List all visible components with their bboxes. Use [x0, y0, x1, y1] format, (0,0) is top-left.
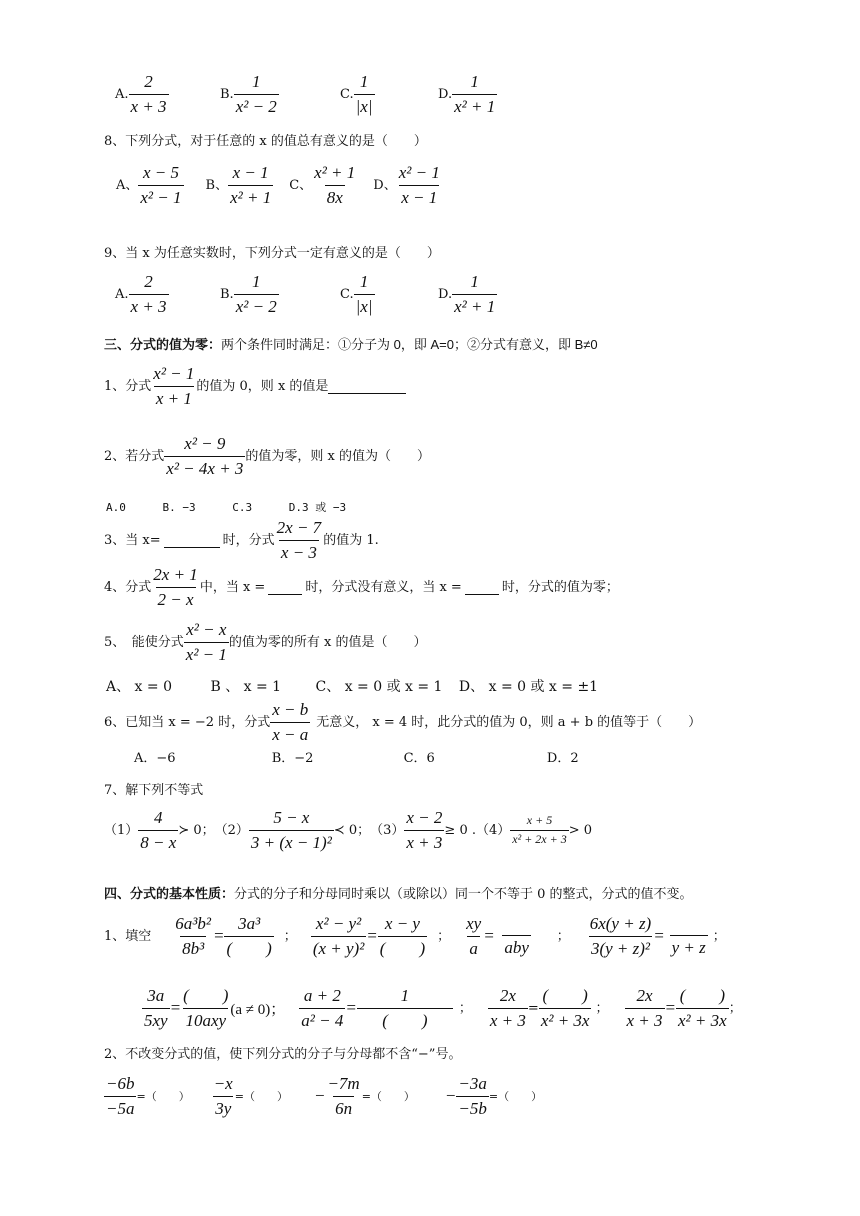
denominator: 10axy — [183, 1008, 228, 1031]
s4-q2-item4-fraction — [456, 1074, 488, 1118]
denominator: 3(y + z)² — [589, 936, 652, 959]
denominator: |x| — [354, 94, 375, 117]
denominator: x + 3 — [404, 830, 444, 853]
denominator: 5xy — [142, 1008, 170, 1031]
s3-q6-fraction — [270, 700, 310, 744]
q9-c-fraction — [354, 272, 375, 316]
section4-heading-row — [104, 888, 693, 901]
s3-q6-options — [134, 752, 579, 765]
s4-q1-item7-left — [488, 986, 528, 1030]
s3-q6-pre: 6、已知当 x = −2 时，分式 — [104, 714, 271, 730]
s4-q2-item1-fraction — [104, 1074, 136, 1118]
option-d-label: D. — [438, 86, 453, 102]
numerator: x + 5 — [526, 812, 553, 827]
s4-q1-item8-right — [676, 986, 729, 1030]
numerator: x² − x — [186, 620, 227, 639]
denominator: 8x — [325, 185, 345, 208]
denominator: −5a — [104, 1096, 136, 1119]
q8-b-fraction — [228, 163, 273, 207]
s3-q2-post: 的值为零，则 x 的值为（ ） — [245, 448, 431, 464]
numerator-blank[interactable] — [665, 915, 713, 935]
s4-q1-item1-right — [224, 914, 273, 958]
top-option-d — [438, 72, 497, 116]
option-a-label: A. — [115, 86, 129, 102]
section3-heading-row — [104, 338, 598, 352]
numerator: x² − y² — [315, 914, 362, 933]
s4-q2-item3-answer[interactable]: =（ ） — [361, 1089, 415, 1103]
numerator-blank[interactable]: ( ) — [183, 986, 229, 1005]
q8-d-label: D、 — [373, 177, 397, 193]
denominator: 3y — [213, 1096, 233, 1119]
numerator: 2 — [144, 272, 153, 291]
denominator: x + 3 — [129, 94, 169, 117]
s3-q5-option-b: B 、 x = 1 — [210, 679, 282, 695]
denominator-blank[interactable]: ( ) — [224, 936, 273, 959]
s3-q6-option-c: C．6 — [403, 751, 435, 766]
numerator: 1 — [359, 72, 369, 91]
s3-q1-post: 的值为 0，则 x 的值是 — [196, 378, 329, 394]
s3-q2-pre: 2、若分式 — [104, 448, 165, 464]
s3-q1-fraction — [151, 364, 196, 408]
q8-options — [116, 163, 442, 207]
denominator: y + z — [670, 935, 708, 958]
separator: ； — [595, 1000, 609, 1016]
denominator: x² + 1 — [228, 185, 273, 208]
s3-q2-option-d: D.3 或 −3 — [288, 501, 347, 514]
denominator: (x + y)² — [311, 936, 366, 959]
q8-c-label: C、 — [289, 177, 313, 193]
numerator: 6a³b² — [175, 914, 211, 933]
s4-q2-item2-answer[interactable]: =（ ） — [234, 1089, 288, 1103]
section3-note: 两个条件同时满足：①分子为 0，即 A=0；②分式有意义，即 B≠0 — [221, 337, 598, 352]
denominator: x² + 1 — [452, 294, 497, 317]
separator: ； — [556, 928, 570, 944]
numerator: 6x(y + z) — [589, 914, 652, 933]
denominator: x² − 4x + 3 — [164, 456, 245, 479]
s4-q1-item7-right — [539, 986, 592, 1030]
numerator: −7m — [327, 1074, 360, 1093]
numerator: x − 5 — [142, 163, 179, 182]
s4-q1-item4-left — [588, 914, 654, 958]
numerator: 2x — [636, 986, 653, 1005]
q9-option-b — [220, 272, 279, 316]
option-d-fraction — [452, 72, 497, 116]
option-c-fraction — [354, 72, 375, 116]
s4-q1-item1-left — [173, 914, 213, 958]
s4-q1-item5-left — [142, 986, 170, 1030]
q8-a-label: A、 — [116, 177, 139, 193]
numerator: 1 — [470, 72, 479, 91]
s3-q6-option-a: A．−6 — [134, 751, 176, 766]
s3-q6 — [104, 700, 701, 744]
s4-q1-row1: 1、填空 $\frac{\text{6a³b²}}{\text{8b³}}$ = $\frac{\text{3a³}}{( )}$ ； $\frac{\text{x² − y²}}{\text{(x + y)²}}$ = $\frac{x - y}{( )}$ ； $\frac{xy}{a}$ = aby ； $\frac{6x(y + z)}{\text{3(y + z)²}}$ = y + z ； — [104, 914, 726, 958]
denominator: x² − 1 — [184, 642, 229, 665]
denominator: 8b³ — [180, 936, 206, 959]
numerator: 1 — [359, 272, 369, 291]
s3-q2-option-b: B. −3 — [162, 501, 196, 514]
denominator: a² − 4 — [299, 1008, 345, 1031]
s3-q4-mid1: 中，当 x = — [199, 579, 266, 595]
numerator: −6b — [106, 1074, 135, 1093]
denominator: x + 3 — [625, 1008, 665, 1031]
top-options-row — [115, 72, 169, 116]
s4-q2-item2-fraction — [212, 1074, 235, 1118]
numerator: 1 — [470, 272, 479, 291]
s3-q7-p1-fraction — [138, 808, 178, 852]
s3-q7-p2-fraction — [249, 808, 334, 852]
q9-b-label: B. — [220, 286, 234, 302]
s3-q2-options — [106, 502, 346, 513]
s3-q6-option-b: B．−2 — [271, 751, 314, 766]
s3-q4 — [104, 565, 619, 609]
s3-q7-p4-fraction — [510, 814, 568, 847]
q9-a-label: A. — [115, 286, 129, 302]
q8-b-label: B、 — [205, 177, 229, 193]
numerator: −x — [213, 1074, 233, 1093]
s3-q7-p2-rel: ≺ 0； — [333, 822, 371, 838]
q8-stem: 8、下列分式，对于任意的 x 的值总有意义的是（ ） — [104, 134, 427, 149]
denominator: x² − 2 — [234, 94, 279, 117]
s3-q6-option-d: D．2 — [546, 751, 579, 766]
denominator: 8 − x — [138, 830, 178, 853]
s3-q4-pre: 4、分式 — [104, 579, 152, 595]
option-b-label: B. — [220, 86, 234, 102]
s3-q7-p4-rel: > 0 — [568, 822, 593, 838]
q9-a-fraction — [129, 272, 169, 316]
s4-q1-row2: $\frac{3a}{5xy}$ = $\frac{( )}{\text{10axy}}$ (a ≠ 0)； $\frac{a + 2}{\text{a² − 4}}$ = $\frac{1}{( )}$ ； $\frac{2x}{x + 3}$ = $\frac{( )}{\text{x² + 3x}}$ ； $\frac{2x}{x + 3}$ = $\frac{( )}{\text{x² + 3x}}$ ； — [144, 986, 742, 1030]
numerator: 1 — [252, 72, 261, 91]
top-option-b — [220, 72, 279, 116]
numerator: x² − 1 — [398, 163, 440, 182]
s4-q1-item4-right — [665, 915, 713, 958]
denominator: 2 − x — [156, 587, 196, 610]
s3-q2-fraction — [164, 434, 245, 478]
s3-q7-p2-label: （2） — [214, 822, 249, 838]
denominator: x² − 2 — [234, 294, 279, 317]
denominator: x + 1 — [154, 386, 194, 409]
s3-q1 — [104, 364, 406, 408]
s3-q5-pre: 5、 能使分式 — [104, 634, 184, 650]
denominator: x² + 1 — [452, 94, 497, 117]
denominator: x² + 3x — [676, 1008, 729, 1031]
q9-d-label: D. — [438, 286, 453, 302]
denominator: x − 3 — [279, 540, 319, 563]
numerator: a + 2 — [303, 986, 341, 1005]
s3-q7-p1-label: （1） — [104, 822, 139, 838]
denominator: x² + 3x — [539, 1008, 592, 1031]
s4-q1-item6-right — [357, 986, 453, 1030]
numerator: 2x − 7 — [276, 518, 322, 537]
s4-q1-item5-right — [181, 986, 230, 1030]
s3-q7-p4-label: （4） — [475, 822, 511, 838]
s3-q1-answer-blank[interactable] — [328, 379, 406, 394]
section3-heading: 三、分式的值为零： — [104, 338, 222, 353]
s3-q4-blank-1[interactable] — [268, 580, 302, 595]
option-b-fraction — [234, 72, 279, 116]
denominator: −5b — [456, 1096, 488, 1119]
s3-q4-blank-2[interactable] — [465, 580, 499, 595]
s3-q5-option-d: D、 x = 0 或 x = ±1 — [458, 679, 599, 695]
q9-option-a — [115, 272, 169, 316]
s3-q7-p1-rel: ≻ 0； — [178, 822, 215, 838]
s3-q3-fraction — [275, 518, 324, 562]
denominator: a — [467, 936, 480, 959]
s4-q1-label: 1、填空 — [104, 928, 152, 944]
s4-q2-item1-answer[interactable]: =（ ） — [136, 1089, 190, 1103]
separator: ； — [712, 928, 726, 944]
numerator: 4 — [154, 808, 163, 827]
s4-q2-items — [104, 1074, 542, 1118]
denominator-blank[interactable]: ( ) — [378, 936, 427, 959]
s3-q7-p3-label: （3） — [370, 822, 405, 838]
section4-note: 分式的分子和分母同时乘以（或除以）同一个不等于 0 的整式，分式的值不变。 — [234, 887, 693, 902]
s4-q1-item8-left — [625, 986, 665, 1030]
s4-q1-item3-right — [495, 915, 539, 958]
q9-b-fraction — [234, 272, 279, 316]
s3-q3-pre: 3、当 x= — [104, 532, 161, 548]
denominator: 3 + (x − 1)² — [249, 830, 334, 853]
numerator: x² − 1 — [153, 364, 195, 383]
numerator-blank[interactable] — [495, 915, 539, 935]
s3-q4-fraction — [151, 565, 200, 609]
numerator: 5 − x — [273, 808, 310, 827]
numerator: x − b — [272, 700, 309, 719]
numerator: x − 1 — [232, 163, 269, 182]
q8-d-fraction — [397, 163, 442, 207]
separator: ； — [283, 928, 297, 944]
denominator-blank[interactable]: ( ) — [357, 1008, 453, 1031]
denominator: x² + 2x + 3 — [512, 831, 567, 846]
denominator: x² − 1 — [138, 185, 183, 208]
denominator: x + 3 — [488, 1008, 528, 1031]
s3-q2-option-c: C.3 — [232, 501, 253, 514]
q8-c-fraction — [312, 163, 357, 207]
s3-q3-answer-blank[interactable] — [164, 533, 220, 548]
denominator: x + 3 — [129, 294, 169, 317]
s3-q7-stem: 7、解下列不等式 — [104, 783, 204, 798]
s3-q1-pre: 1、分式 — [104, 378, 152, 394]
s4-q1-item6-left — [299, 986, 345, 1030]
s4-q2-stem: 2、不改变分式的值，使下列分式的分子与分母都不含“−”号。 — [104, 1047, 462, 1062]
denominator: aby — [502, 935, 531, 958]
s3-q5-options — [106, 680, 598, 694]
numerator: 2 — [144, 72, 153, 91]
numerator: x − y — [384, 914, 420, 933]
denominator: x − 1 — [399, 185, 439, 208]
q9-option-c — [340, 272, 375, 316]
s4-q1-item2-right — [378, 914, 427, 958]
s3-q5-fraction — [184, 620, 229, 664]
numerator: xy — [466, 914, 482, 933]
separator: ； — [458, 1000, 472, 1016]
denominator: x − a — [270, 722, 310, 745]
s4-q1-item3-left — [464, 914, 483, 958]
s3-q4-post: 时，分式的值为零； — [501, 579, 619, 595]
section4-heading: 四、分式的基本性质： — [104, 887, 235, 902]
q9-c-label: C. — [340, 286, 354, 302]
s3-q5-option-a: A、 x = 0 — [106, 679, 172, 695]
q9-stem: 9、当 x 为任意实数时，下列分式一定有意义的是（ ） — [104, 246, 440, 261]
s4-q2-item4-answer[interactable]: =（ ） — [488, 1089, 543, 1103]
numerator: 1 — [252, 272, 261, 291]
s3-q4-mid2: 时，分式没有意义，当 x = — [305, 579, 462, 595]
separator: ； — [437, 928, 451, 944]
denominator: |x| — [354, 294, 375, 317]
s3-q7-p3-fraction — [404, 808, 444, 852]
s3-q3-post: 的值为 1. — [323, 532, 379, 548]
s3-q7-p3-rel: ≥ 0 . — [444, 822, 476, 838]
s3-q3-mid: 时，分式 — [222, 532, 275, 548]
q8-a-fraction — [138, 163, 183, 207]
s4-q1-item2-left — [311, 914, 366, 958]
numerator: 2x — [499, 986, 516, 1005]
denominator: 6n — [333, 1096, 354, 1119]
s3-q3 — [104, 518, 379, 562]
numerator: x² − 9 — [184, 434, 226, 453]
s3-q5-option-c: C、 x = 0 或 x = 1 — [315, 679, 443, 695]
numerator-blank[interactable]: ( ) — [542, 986, 588, 1005]
numerator: 2x + 1 — [153, 565, 198, 584]
q9-d-fraction — [452, 272, 497, 316]
numerator: 3a — [147, 986, 165, 1005]
sign: − — [444, 1086, 457, 1106]
s3-q2-option-a: A.0 — [106, 501, 126, 514]
condition: (a ≠ 0)； — [230, 1001, 286, 1018]
option-c-label: C. — [340, 86, 354, 102]
numerator: x² + 1 — [314, 163, 356, 182]
sign: − — [313, 1086, 326, 1106]
top-option-c — [340, 72, 375, 116]
s4-q2-item3-fraction — [325, 1074, 361, 1118]
s3-q6-post: 无意义， x = 4 时，此分式的值为 0，则 a + b 的值等于（ ） — [316, 714, 702, 730]
s3-q5-post: 的值为零的所有 x 的值是（ ） — [228, 634, 427, 650]
s3-q5 — [104, 620, 427, 664]
option-a-fraction — [129, 72, 169, 116]
numerator: 1 — [400, 986, 410, 1005]
q9-option-d — [438, 272, 497, 316]
numerator: x − 2 — [406, 808, 443, 827]
separator: ； — [728, 1000, 742, 1016]
numerator-blank[interactable]: ( ) — [679, 986, 726, 1005]
s3-q2 — [104, 434, 430, 478]
s3-q7-parts — [104, 808, 592, 852]
numerator: −3a — [458, 1074, 487, 1093]
numerator: 3a³ — [238, 914, 261, 933]
